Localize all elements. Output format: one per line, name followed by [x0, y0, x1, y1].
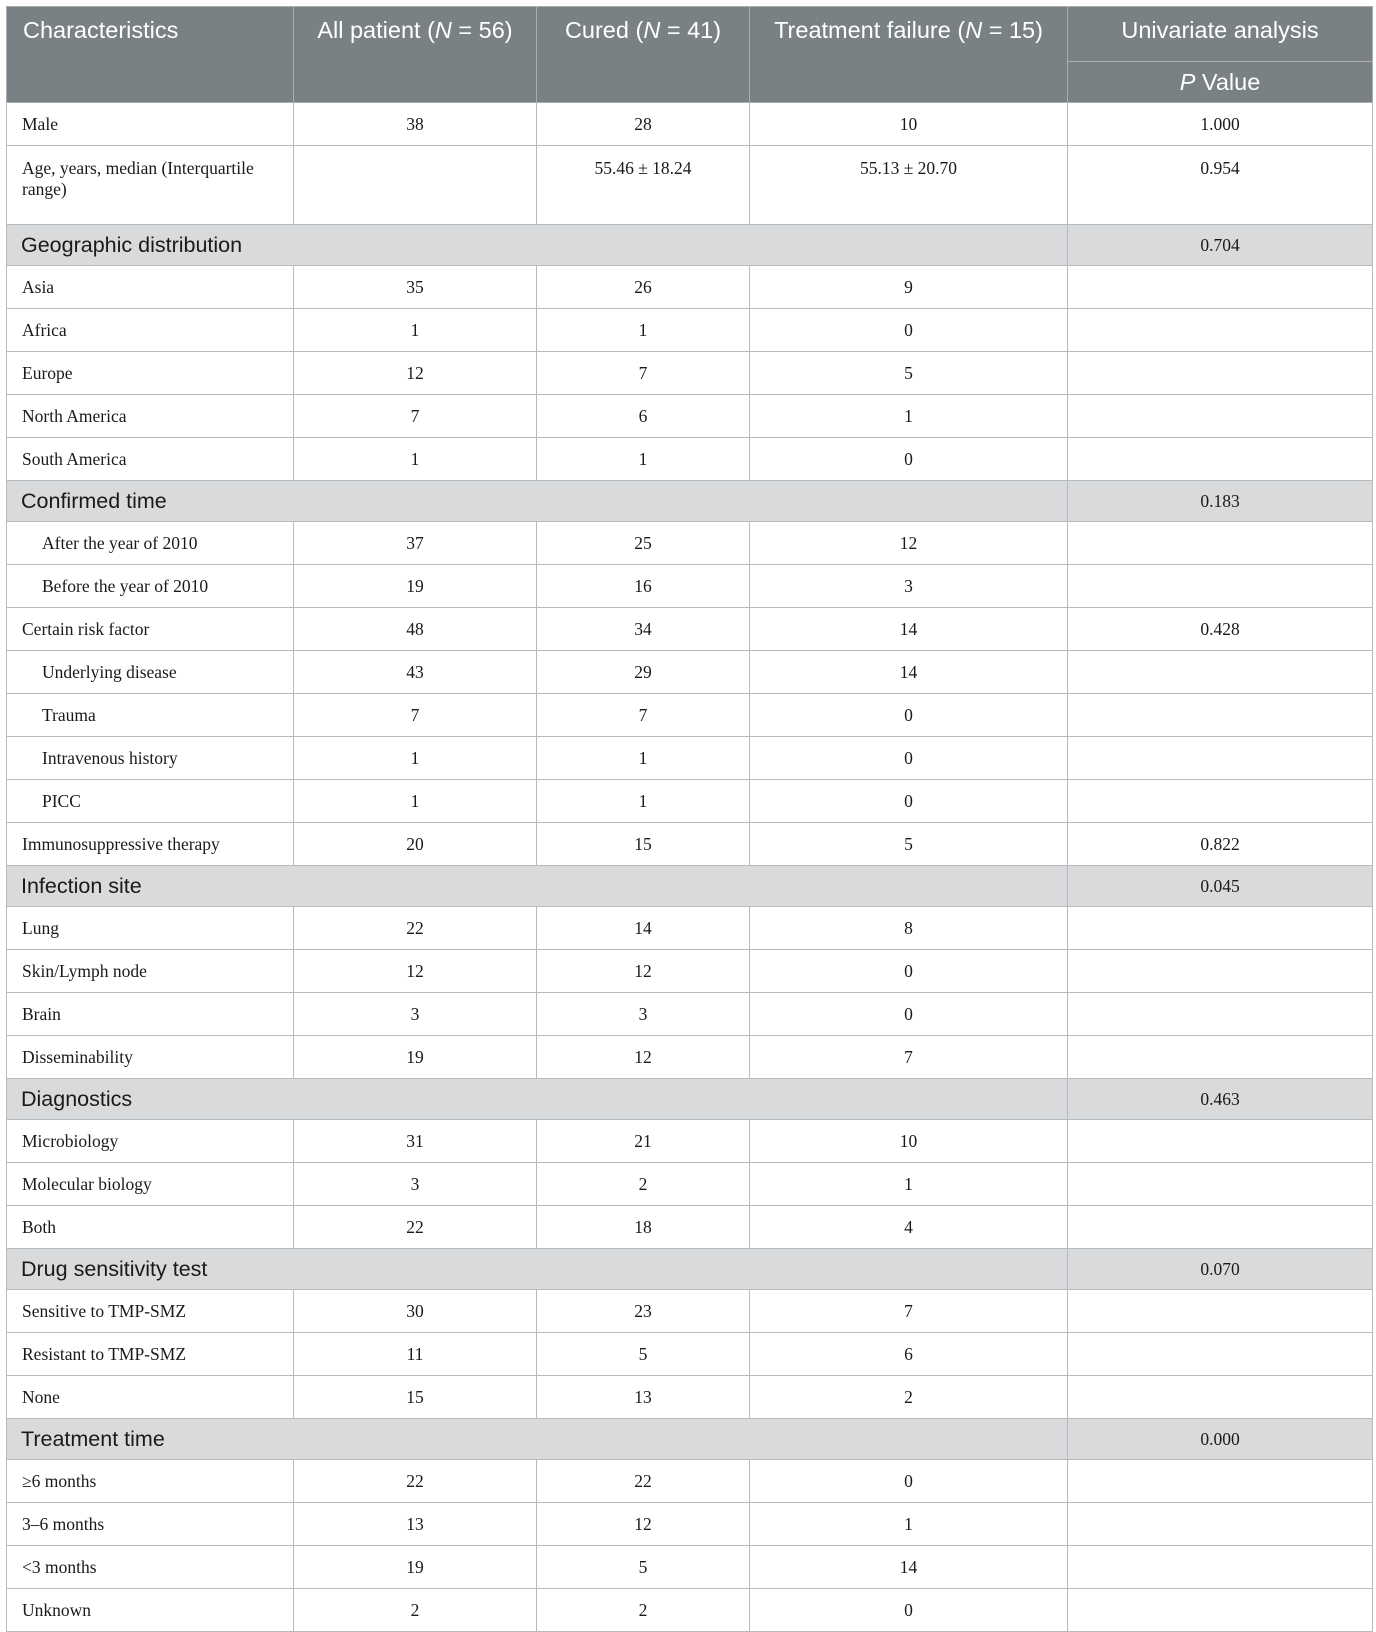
cell-treatment-failure: 14: [750, 608, 1068, 651]
cell-p-value: [1068, 1503, 1373, 1546]
cell-treatment-failure: 10: [750, 1120, 1068, 1163]
table-row: [7, 1460, 1373, 1503]
cell-all-patient: 22: [294, 907, 537, 950]
cell-all-patient: 1: [294, 780, 537, 823]
section-p-value: 0.183: [1068, 481, 1373, 522]
cell-characteristic: Underlying disease: [7, 651, 294, 694]
cell-p-value: [1068, 1546, 1373, 1589]
cell-all-patient: 38: [294, 103, 537, 146]
cell-cured: 12: [537, 950, 750, 993]
section-label: Treatment time: [7, 1419, 1068, 1460]
section-p-value: 0.463: [1068, 1079, 1373, 1120]
cell-all-patient: 11: [294, 1333, 537, 1376]
cell-all-patient: 30: [294, 1290, 537, 1333]
header-cured: Cured (N = 41): [537, 7, 750, 103]
section-p-value: 0.045: [1068, 866, 1373, 907]
section-header-row: [7, 481, 1373, 522]
cell-p-value: [1068, 1333, 1373, 1376]
cell-treatment-failure: 6: [750, 1333, 1068, 1376]
cell-characteristic: After the year of 2010: [7, 522, 294, 565]
cell-treatment-failure: 0: [750, 1589, 1068, 1632]
cell-p-value: [1068, 780, 1373, 823]
cell-p-value: [1068, 522, 1373, 565]
cell-all-patient: 7: [294, 395, 537, 438]
table-row: [7, 522, 1373, 565]
cell-all-patient: 19: [294, 1036, 537, 1079]
cell-treatment-failure: 0: [750, 309, 1068, 352]
cell-characteristic: Brain: [7, 993, 294, 1036]
section-header-row: [7, 1249, 1373, 1290]
cell-p-value: [1068, 1120, 1373, 1163]
cell-characteristic: Trauma: [7, 694, 294, 737]
cell-characteristic: Europe: [7, 352, 294, 395]
cell-p-value: [1068, 1036, 1373, 1079]
cell-p-value: [1068, 907, 1373, 950]
cell-characteristic: Age, years, median (Interquartile range): [7, 146, 294, 225]
cell-characteristic: ≥6 months: [7, 1460, 294, 1503]
cell-treatment-failure: 0: [750, 1460, 1068, 1503]
cell-characteristic: PICC: [7, 780, 294, 823]
cell-treatment-failure: 0: [750, 780, 1068, 823]
cell-all-patient: 48: [294, 608, 537, 651]
table-row: [7, 694, 1373, 737]
cell-cured: 6: [537, 395, 750, 438]
cell-cured: 18: [537, 1206, 750, 1249]
section-header-row: [7, 1419, 1373, 1460]
header-p-value: P Value: [1068, 62, 1373, 103]
cell-p-value: [1068, 993, 1373, 1036]
table-row: [7, 780, 1373, 823]
cell-cured: 1: [537, 737, 750, 780]
cell-all-patient: 19: [294, 1546, 537, 1589]
cell-treatment-failure: 0: [750, 737, 1068, 780]
cell-characteristic: Skin/Lymph node: [7, 950, 294, 993]
section-p-value: 0.704: [1068, 225, 1373, 266]
cell-characteristic: Resistant to TMP-SMZ: [7, 1333, 294, 1376]
cell-treatment-failure: 5: [750, 823, 1068, 866]
table-row: [7, 993, 1373, 1036]
cell-all-patient: 12: [294, 352, 537, 395]
cell-characteristic: Lung: [7, 907, 294, 950]
characteristics-table: [6, 6, 1373, 1632]
table-header: [7, 7, 1373, 103]
cell-cured: 7: [537, 352, 750, 395]
table-row: [7, 823, 1373, 866]
cell-cured: 15: [537, 823, 750, 866]
cell-cured: 26: [537, 266, 750, 309]
table-row: [7, 1163, 1373, 1206]
cell-all-patient: 2: [294, 1589, 537, 1632]
cell-all-patient: [294, 146, 537, 225]
cell-p-value: 0.954: [1068, 146, 1373, 225]
cell-treatment-failure: 8: [750, 907, 1068, 950]
cell-cured: 1: [537, 780, 750, 823]
table-row: [7, 737, 1373, 780]
cell-characteristic: Asia: [7, 266, 294, 309]
cell-cured: 22: [537, 1460, 750, 1503]
table-row: [7, 146, 1373, 225]
cell-treatment-failure: 9: [750, 266, 1068, 309]
cell-p-value: 0.428: [1068, 608, 1373, 651]
cell-p-value: [1068, 694, 1373, 737]
table-row: [7, 103, 1373, 146]
cell-all-patient: 31: [294, 1120, 537, 1163]
cell-p-value: [1068, 737, 1373, 780]
cell-cured: 12: [537, 1036, 750, 1079]
cell-cured: 1: [537, 438, 750, 481]
cell-characteristic: <3 months: [7, 1546, 294, 1589]
table-row: [7, 907, 1373, 950]
table-row: [7, 266, 1373, 309]
cell-p-value: [1068, 266, 1373, 309]
cell-treatment-failure: 0: [750, 950, 1068, 993]
header-treatment-failure: Treatment failure (N = 15): [750, 7, 1068, 103]
cell-cured: 7: [537, 694, 750, 737]
section-p-value: 0.000: [1068, 1419, 1373, 1460]
cell-characteristic: Molecular biology: [7, 1163, 294, 1206]
header-characteristics: Characteristics: [7, 7, 294, 103]
cell-cured: 12: [537, 1503, 750, 1546]
cell-cured: 29: [537, 651, 750, 694]
table-row: [7, 309, 1373, 352]
table-row: [7, 1206, 1373, 1249]
cell-characteristic: Immunosuppressive therapy: [7, 823, 294, 866]
cell-treatment-failure: 10: [750, 103, 1068, 146]
section-header-row: [7, 225, 1373, 266]
table-row: [7, 1589, 1373, 1632]
cell-characteristic: Intravenous history: [7, 737, 294, 780]
cell-treatment-failure: 14: [750, 1546, 1068, 1589]
cell-characteristic: Sensitive to TMP-SMZ: [7, 1290, 294, 1333]
cell-cured: 34: [537, 608, 750, 651]
cell-characteristic: Unknown: [7, 1589, 294, 1632]
cell-p-value: 1.000: [1068, 103, 1373, 146]
cell-cured: 25: [537, 522, 750, 565]
cell-characteristic: Africa: [7, 309, 294, 352]
table-row: [7, 352, 1373, 395]
section-header-row: [7, 1079, 1373, 1120]
cell-cured: 28: [537, 103, 750, 146]
table-row: [7, 1376, 1373, 1419]
cell-characteristic: Disseminability: [7, 1036, 294, 1079]
cell-all-patient: 15: [294, 1376, 537, 1419]
cell-all-patient: 1: [294, 737, 537, 780]
cell-p-value: [1068, 395, 1373, 438]
cell-all-patient: 1: [294, 309, 537, 352]
section-label: Infection site: [7, 866, 1068, 907]
cell-all-patient: 20: [294, 823, 537, 866]
header-all-patient: All patient (N = 56): [294, 7, 537, 103]
table-row: [7, 950, 1373, 993]
table-row: [7, 1503, 1373, 1546]
table-body: [7, 103, 1373, 1632]
table-row: [7, 1290, 1373, 1333]
cell-p-value: [1068, 1589, 1373, 1632]
cell-all-patient: 7: [294, 694, 537, 737]
section-label: Confirmed time: [7, 481, 1068, 522]
cell-treatment-failure: 1: [750, 395, 1068, 438]
cell-p-value: [1068, 352, 1373, 395]
cell-characteristic: Certain risk factor: [7, 608, 294, 651]
cell-p-value: [1068, 565, 1373, 608]
table-row: [7, 608, 1373, 651]
cell-all-patient: 35: [294, 266, 537, 309]
section-label: Geographic distribution: [7, 225, 1068, 266]
cell-treatment-failure: 0: [750, 993, 1068, 1036]
cell-characteristic: Before the year of 2010: [7, 565, 294, 608]
table-row: [7, 1333, 1373, 1376]
cell-treatment-failure: 3: [750, 565, 1068, 608]
cell-characteristic: North America: [7, 395, 294, 438]
section-label: Diagnostics: [7, 1079, 1068, 1120]
cell-cured: 21: [537, 1120, 750, 1163]
cell-p-value: [1068, 1376, 1373, 1419]
cell-characteristic: South America: [7, 438, 294, 481]
cell-p-value: [1068, 651, 1373, 694]
cell-cured: 5: [537, 1546, 750, 1589]
cell-treatment-failure: 4: [750, 1206, 1068, 1249]
cell-characteristic: Male: [7, 103, 294, 146]
cell-cured: 3: [537, 993, 750, 1036]
cell-characteristic: 3–6 months: [7, 1503, 294, 1546]
cell-cured: 13: [537, 1376, 750, 1419]
section-p-value: 0.070: [1068, 1249, 1373, 1290]
cell-cured: 16: [537, 565, 750, 608]
cell-all-patient: 19: [294, 565, 537, 608]
cell-all-patient: 3: [294, 1163, 537, 1206]
table-row: [7, 395, 1373, 438]
cell-treatment-failure: 12: [750, 522, 1068, 565]
cell-treatment-failure: 7: [750, 1290, 1068, 1333]
table-row: [7, 1120, 1373, 1163]
cell-all-patient: 3: [294, 993, 537, 1036]
cell-treatment-failure: 5: [750, 352, 1068, 395]
cell-treatment-failure: 2: [750, 1376, 1068, 1419]
cell-treatment-failure: 1: [750, 1503, 1068, 1546]
cell-characteristic: Both: [7, 1206, 294, 1249]
cell-p-value: [1068, 309, 1373, 352]
table-row: [7, 1546, 1373, 1589]
cell-cured: 1: [537, 309, 750, 352]
table-row: [7, 438, 1373, 481]
cell-cured: 14: [537, 907, 750, 950]
cell-all-patient: 13: [294, 1503, 537, 1546]
cell-all-patient: 37: [294, 522, 537, 565]
section-label: Drug sensitivity test: [7, 1249, 1068, 1290]
cell-treatment-failure: 0: [750, 694, 1068, 737]
cell-p-value: [1068, 1163, 1373, 1206]
table-row: [7, 1036, 1373, 1079]
cell-all-patient: 43: [294, 651, 537, 694]
cell-p-value: [1068, 1206, 1373, 1249]
cell-p-value: 0.822: [1068, 823, 1373, 866]
cell-characteristic: None: [7, 1376, 294, 1419]
cell-treatment-failure: 1: [750, 1163, 1068, 1206]
cell-treatment-failure: 7: [750, 1036, 1068, 1079]
cell-p-value: [1068, 1290, 1373, 1333]
table-row: [7, 651, 1373, 694]
cell-cured: 55.46 ± 18.24: [537, 146, 750, 225]
cell-cured: 5: [537, 1333, 750, 1376]
section-header-row: [7, 866, 1373, 907]
cell-treatment-failure: 14: [750, 651, 1068, 694]
cell-characteristic: Microbiology: [7, 1120, 294, 1163]
cell-treatment-failure: 0: [750, 438, 1068, 481]
cell-p-value: [1068, 950, 1373, 993]
cell-treatment-failure: 55.13 ± 20.70: [750, 146, 1068, 225]
cell-all-patient: 22: [294, 1460, 537, 1503]
cell-all-patient: 22: [294, 1206, 537, 1249]
cell-cured: 23: [537, 1290, 750, 1333]
cell-all-patient: 1: [294, 438, 537, 481]
table-row: [7, 565, 1373, 608]
cell-cured: 2: [537, 1589, 750, 1632]
cell-cured: 2: [537, 1163, 750, 1206]
cell-p-value: [1068, 1460, 1373, 1503]
cell-p-value: [1068, 438, 1373, 481]
cell-all-patient: 12: [294, 950, 537, 993]
header-univariate-analysis: Univariate analysis: [1068, 7, 1373, 62]
